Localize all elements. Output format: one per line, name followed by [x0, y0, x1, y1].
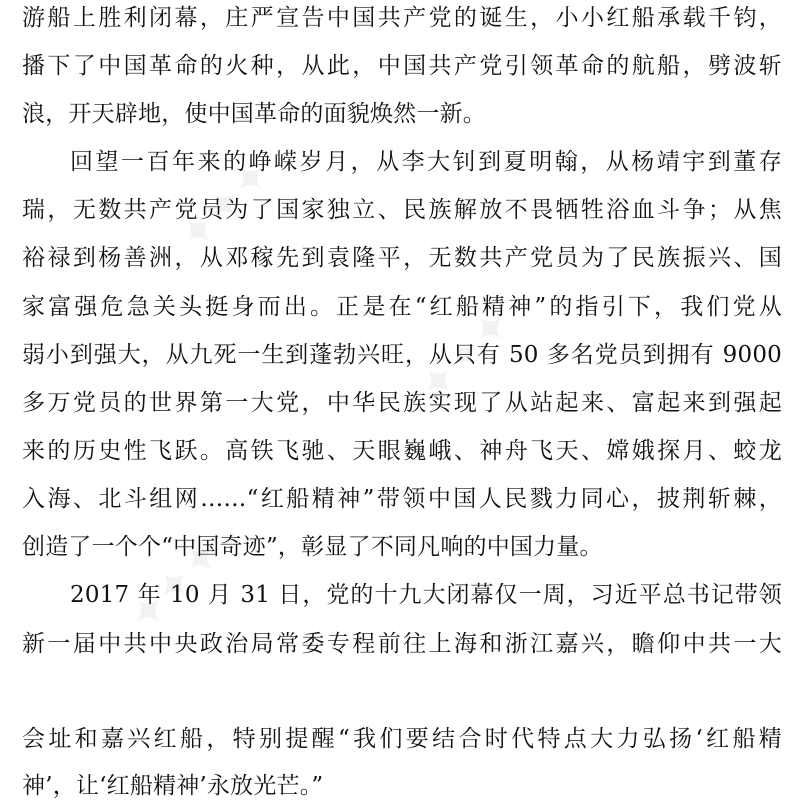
text-line: 游船上胜利闭幕，庄严宣告中国共产党的诞生，小小红船承载千钧， — [22, 5, 782, 31]
text-line: 会址和嘉兴红船，特别提醒“我们要结合时代特点大力弘扬‘红船精 — [22, 726, 782, 752]
text-line: 弱小到强大，从九死一生到蓬勃兴旺，从只有 50 多名党员到拥有 9000 — [22, 342, 782, 368]
text-line: 神’，让‘红船精神’永放光芒。” — [22, 773, 324, 799]
text-line: 浪，开天辟地，使中国革命的面貌焕然一新。 — [22, 101, 486, 127]
text-line: 裕禄到杨善洲，从邓稼先到袁隆平，无数共产党员为了民族振兴、国 — [22, 245, 782, 271]
text-line: 多万党员的世界第一大党，中华民族实现了从站起来、富起来到强起 — [22, 390, 782, 416]
watermark: ✦✦✦ — [408, 298, 523, 413]
watermark: ✦✦✦ — [168, 148, 283, 263]
text-line: 家富强危急关头挺身而出。正是在“红船精神”的指引下，我们党从 — [22, 294, 782, 320]
text-line: 2017 年 10 月 31 日，党的十九大闭幕仅一周，习近平总书记带领 — [70, 582, 782, 608]
text-line: 入海、北斗组网……“红船精神”带领中国人民戮力同心，披荆斩棘， — [22, 486, 782, 512]
text-line: 播下了中国革命的火种，从此，中国共产党引领革命的航船，劈波斩 — [22, 53, 782, 79]
text-line: 来的历史性飞跃。高铁飞驰、天眼巍峨、神舟飞天、嫦娥探月、蛟龙 — [22, 438, 782, 464]
text-line: 新一届中共中央政治局常委专程前往上海和浙江嘉兴，瞻仰中共一大 — [22, 631, 782, 657]
watermark: ✦✦✦ — [118, 528, 233, 643]
text-line: 创造了一个个“中国奇迹”，彰显了不同凡响的中国力量。 — [22, 534, 603, 560]
text-line: 回望一百年来的峥嵘岁月，从李大钊到夏明翰，从杨靖宇到董存 — [70, 149, 782, 175]
text-line: 瑞，无数共产党员为了国家独立、民族解放不畏牺牲浴血斗争；从焦 — [22, 197, 782, 223]
